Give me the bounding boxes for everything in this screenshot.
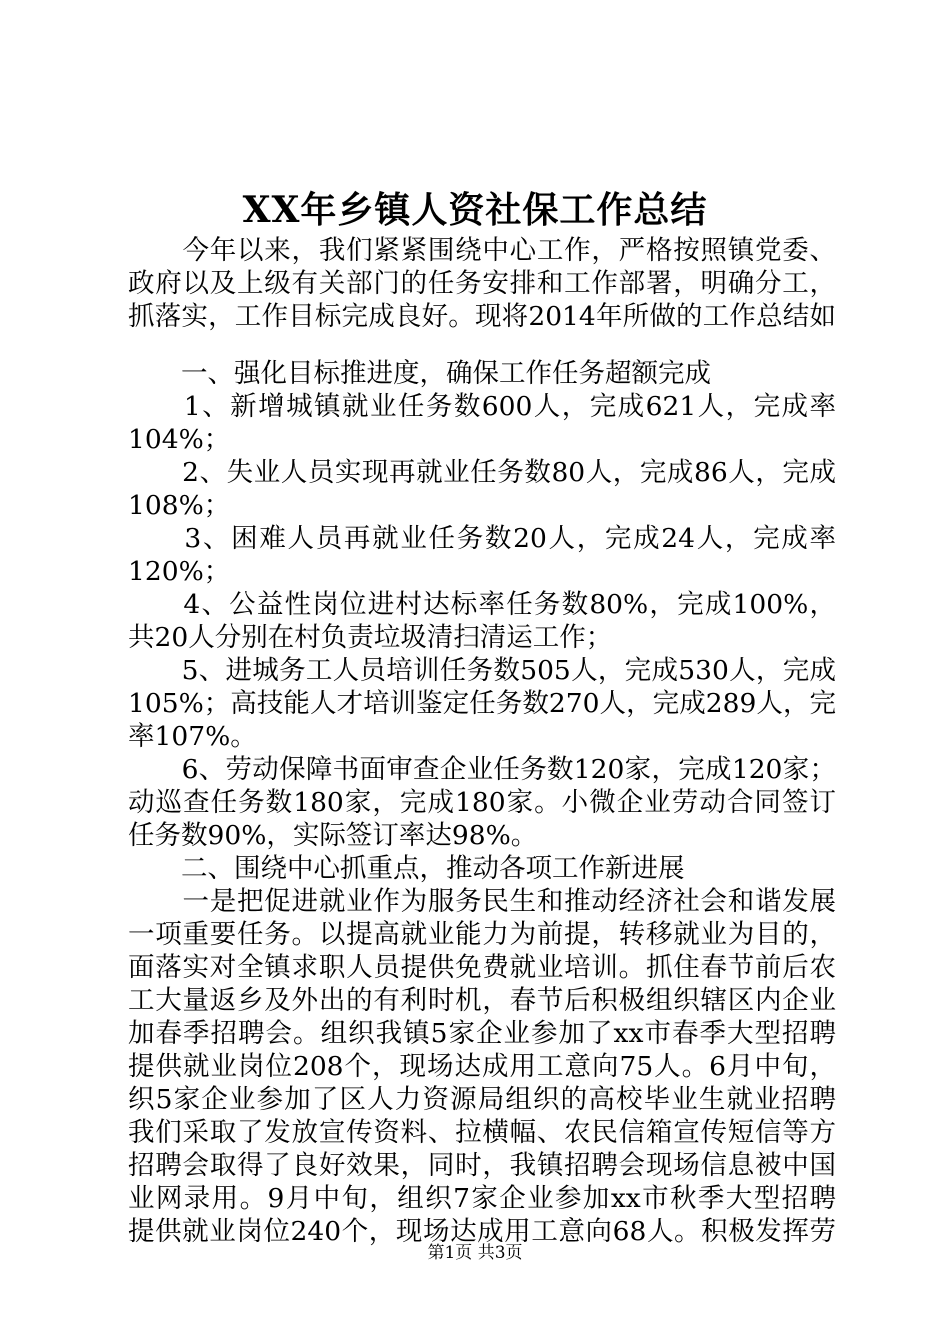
body-line: 业网录用。9月中旬，组织7家企业参加xx市秋季大型招聘 bbox=[128, 1183, 836, 1214]
body-line: 105%；高技能人才培训鉴定任务数270人，完成289人，完 bbox=[128, 688, 836, 719]
body-line: 今年以来，我们紧紧围绕中心工作，严格按照镇党委、 bbox=[182, 235, 836, 266]
body-line: 5、进城务工人员培训任务数505人，完成530人，完成 bbox=[181, 655, 836, 686]
body-line: 104%； bbox=[128, 424, 231, 455]
body-line: 提供就业岗位240个，现场达成用工意向68人。积极发挥劳 bbox=[128, 1216, 836, 1247]
body-line: 提供就业岗位208个，现场达成用工意向75人。6月中旬， bbox=[128, 1051, 836, 1082]
body-line: 4、公益性岗位进村达标率任务数80%，完成100%， bbox=[183, 589, 836, 620]
body-line: 动巡查任务数180家，完成180家。小微企业劳动合同签订 bbox=[128, 787, 836, 818]
body-line: 共20人分别在村负责垃圾清扫清运工作； bbox=[128, 622, 613, 653]
body-line: 我们采取了发放宣传资料、拉横幅、农民信箱宣传短信等方 bbox=[128, 1117, 836, 1148]
body-line: 3、困难人员再就业任务数20人，完成24人，完成率 bbox=[128, 523, 836, 554]
body-line: 1、新增城镇就业任务数600人，完成621人，完成率 bbox=[128, 391, 836, 422]
body-line: 政府以及上级有关部门的任务安排和工作部署，明确分工， bbox=[128, 268, 836, 299]
body-line: 6、劳动保障书面审查企业任务数120家，完成120家； bbox=[181, 754, 836, 785]
body-line: 任务数90%，实际签订率达98%。 bbox=[128, 820, 538, 851]
paragraph-gap bbox=[128, 333, 836, 357]
page-footer: 第1页 共3页 bbox=[427, 1243, 523, 1263]
body-line: 一项重要任务。以提高就业能力为前提，转移就业为目的， bbox=[128, 919, 836, 950]
body-line: 抓落实，工作目标完成良好。现将2014年所做的工作总结如 bbox=[128, 301, 836, 332]
section-heading: 二、围绕中心抓重点，推动各项工作新进展 bbox=[128, 853, 685, 884]
body-line: 工大量返乡及外出的有利时机，春节后积极组织辖区内企业 bbox=[128, 985, 836, 1016]
body-line: 一是把促进就业作为服务民生和推动经济社会和谐发展 bbox=[182, 886, 836, 917]
body-line: 面落实对全镇求职人员提供免费就业培训。抓住春节前后农 bbox=[128, 952, 836, 983]
body-line: 108%； bbox=[128, 490, 231, 521]
section-heading: 一、强化目标推进度，确保工作任务超额完成 bbox=[128, 358, 711, 389]
document-title: XX年乡镇人资社保工作总结 bbox=[242, 189, 708, 231]
body-line: 招聘会取得了良好效果，同时，我镇招聘会现场信息被中国 bbox=[128, 1150, 836, 1181]
body-line: 120%； bbox=[128, 556, 231, 587]
body-line: 率107%。 bbox=[128, 721, 257, 752]
document-body bbox=[128, 234, 836, 1248]
body-line: 2、失业人员实现再就业任务数80人，完成86人，完成 bbox=[182, 457, 836, 488]
body-line: 加春季招聘会。组织我镇5家企业参加了xx市春季大型招聘 bbox=[128, 1018, 836, 1049]
body-line: 织5家企业参加了区人力资源局组织的高校毕业生就业招聘 bbox=[128, 1084, 836, 1115]
